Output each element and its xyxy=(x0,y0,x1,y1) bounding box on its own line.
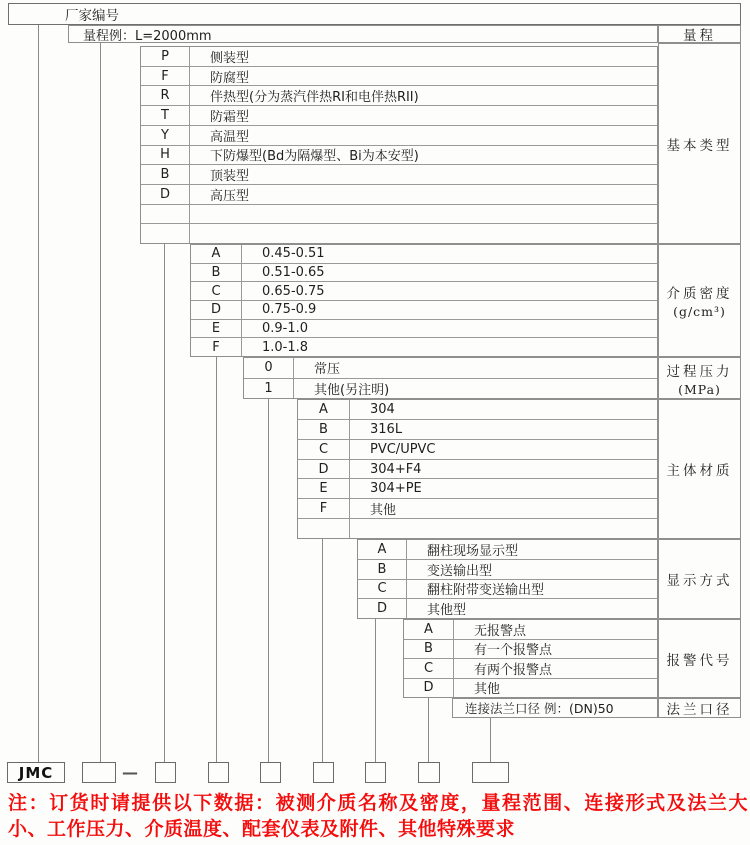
desc-cell: 翻柱附带变送输出型 xyxy=(427,583,545,599)
table-row xyxy=(191,338,657,356)
desc-cell: 防霜型 xyxy=(210,109,250,125)
code-cell: D xyxy=(404,679,454,698)
table-row xyxy=(191,301,657,320)
code-cell: A xyxy=(358,540,407,559)
side-label-alarm-text: 报警代号 xyxy=(666,652,733,669)
desc-cell: 1.0-1.8 xyxy=(262,339,309,355)
table-row xyxy=(191,282,657,301)
model-prefix-box xyxy=(7,762,65,783)
code-cell: E xyxy=(191,320,242,338)
manufacturer-number-label: 厂家编号 xyxy=(65,8,119,24)
code-cell: C xyxy=(404,659,454,678)
table-row xyxy=(141,205,657,225)
table-row xyxy=(358,599,657,618)
desc-cell: 下防爆型(Bd为隔爆型、Bi为本安型) xyxy=(210,149,419,165)
desc-cell: 无报警点 xyxy=(474,623,527,639)
model-separator xyxy=(116,762,144,783)
model-separator-text: — xyxy=(122,763,138,782)
code-cell: C xyxy=(298,440,350,459)
code-cell: A xyxy=(404,620,454,639)
desc-cell xyxy=(350,519,657,538)
table-row xyxy=(298,440,657,460)
basic-type-table xyxy=(140,46,658,244)
table-row xyxy=(191,245,657,264)
code-cell: F xyxy=(191,338,242,356)
code-cell xyxy=(141,205,190,224)
table-row xyxy=(404,640,657,660)
connector-pressure xyxy=(268,399,269,762)
desc-cell: 其他 xyxy=(370,503,397,519)
code-cell: B xyxy=(358,560,407,579)
connector-basic-type xyxy=(164,244,165,762)
connector-density xyxy=(216,357,217,762)
connector-alarm xyxy=(428,698,429,762)
side-label-range xyxy=(658,25,741,43)
table-row xyxy=(141,106,657,126)
table-row xyxy=(298,400,657,420)
ordering-note: 注：订货时请提供以下数据：被测介质名称及密度，量程范围、连接形式及法兰大小、工作压力、介质温度、配套仪表及附件、其他特殊要求 xyxy=(8,792,748,840)
alarm-table xyxy=(403,619,658,698)
model-box-flange xyxy=(472,762,509,783)
desc-cell: 0.65-0.75 xyxy=(262,283,325,299)
desc-cell: 其他型 xyxy=(427,603,467,618)
code-cell: D xyxy=(358,599,407,618)
code-cell: A xyxy=(191,245,242,263)
code-cell: T xyxy=(141,106,190,125)
table-row xyxy=(141,126,657,146)
side-label-pressure-text: 过程压力 xyxy=(666,363,733,380)
desc-cell: 变送输出型 xyxy=(427,563,493,579)
code-cell: B xyxy=(404,640,454,659)
table-row xyxy=(358,540,657,560)
code-cell: 1 xyxy=(244,379,294,399)
connector-material xyxy=(322,539,323,762)
side-label-density-text: 介质密度 xyxy=(666,286,733,302)
desc-cell: 侧装型 xyxy=(210,50,250,66)
side-label-basic-type-text: 基本类型 xyxy=(666,137,733,154)
table-row xyxy=(298,460,657,480)
code-cell: H xyxy=(141,146,190,165)
table-row xyxy=(141,146,657,166)
desc-cell: 其他 xyxy=(474,682,501,697)
table-row xyxy=(404,620,657,640)
side-label-pressure xyxy=(658,357,741,399)
model-box-range xyxy=(82,762,116,783)
desc-cell: 高压型 xyxy=(210,188,250,204)
code-cell: F xyxy=(298,499,350,518)
code-cell: F xyxy=(141,67,190,86)
code-cell: D xyxy=(141,185,190,204)
density-table xyxy=(190,244,658,357)
table-row xyxy=(141,185,657,205)
side-label-pressure-unit: (MPa) xyxy=(678,381,721,397)
code-cell xyxy=(298,519,350,538)
code-cell xyxy=(141,224,190,243)
table-row xyxy=(141,165,657,185)
table-row xyxy=(141,224,657,243)
desc-cell: 有两个报警点 xyxy=(474,662,553,678)
model-prefix-text: JMC xyxy=(18,763,54,782)
code-cell: Y xyxy=(141,126,190,145)
table-row xyxy=(141,86,657,106)
code-cell: C xyxy=(191,282,242,300)
side-label-display-text: 显示方式 xyxy=(666,573,733,589)
connector-flange xyxy=(490,718,491,762)
desc-cell: 304+PE xyxy=(370,481,422,497)
material-table xyxy=(297,399,658,539)
desc-cell: 伴热型(分为蒸汽伴热RI和电伴热RII) xyxy=(210,90,419,106)
desc-cell: PVC/UPVC xyxy=(370,441,436,457)
desc-cell: 翻柱现场显示型 xyxy=(427,543,519,559)
desc-cell: 其他(另注明) xyxy=(314,382,390,398)
table-row xyxy=(244,379,657,399)
side-label-density xyxy=(658,244,741,357)
side-label-alarm xyxy=(658,619,741,698)
code-cell: C xyxy=(358,580,407,599)
connector-range xyxy=(100,43,101,762)
model-box-material xyxy=(313,762,334,783)
table-row xyxy=(298,479,657,499)
table-row xyxy=(404,679,657,698)
desc-cell: 304+F4 xyxy=(370,461,422,477)
desc-cell xyxy=(190,224,657,243)
connector-display xyxy=(375,619,376,762)
side-label-density-unit: (g/cm³) xyxy=(673,304,726,319)
side-label-flange xyxy=(658,698,741,718)
code-cell: E xyxy=(298,479,350,498)
code-cell: P xyxy=(141,47,190,66)
code-cell: D xyxy=(298,460,350,479)
code-cell: R xyxy=(141,86,190,105)
table-row xyxy=(298,499,657,519)
desc-cell: 0.75-0.9 xyxy=(262,302,317,318)
model-box-alarm xyxy=(418,762,440,783)
code-cell: B xyxy=(298,420,350,439)
desc-cell: 316L xyxy=(370,421,403,437)
table-row xyxy=(191,320,657,339)
desc-cell: 常压 xyxy=(314,362,341,378)
table-row xyxy=(298,519,657,538)
table-row xyxy=(404,659,657,679)
side-label-basic-type xyxy=(658,43,741,244)
flange-size-row xyxy=(452,698,658,718)
desc-cell: 304 xyxy=(370,401,395,417)
table-row xyxy=(358,560,657,580)
connector-manufacturer xyxy=(38,25,39,762)
model-box-density xyxy=(208,762,229,783)
range-example-row xyxy=(68,25,658,43)
code-cell: B xyxy=(191,264,242,282)
desc-cell xyxy=(190,205,657,224)
desc-cell: 有一个报警点 xyxy=(474,643,553,658)
desc-cell: 防腐型 xyxy=(210,70,250,86)
table-row xyxy=(298,420,657,440)
desc-cell: 顶装型 xyxy=(210,169,250,184)
model-box-pressure xyxy=(260,762,281,783)
side-label-material xyxy=(658,399,741,539)
code-cell: A xyxy=(298,400,350,419)
manufacturer-number-row xyxy=(8,3,741,25)
side-label-flange-text: 法兰口径 xyxy=(666,702,733,718)
model-box-basic-type xyxy=(155,762,176,783)
table-row xyxy=(141,47,657,67)
desc-cell: 高温型 xyxy=(210,129,250,145)
desc-cell: 0.45-0.51 xyxy=(262,246,325,262)
side-label-material-text: 主体材质 xyxy=(666,463,733,479)
display-table xyxy=(357,539,658,619)
desc-cell: 0.9-1.0 xyxy=(262,321,309,337)
table-row xyxy=(191,264,657,283)
code-cell: 0 xyxy=(244,358,294,378)
table-row xyxy=(244,358,657,379)
side-label-display xyxy=(658,539,741,619)
desc-cell: 0.51-0.65 xyxy=(262,265,325,280)
code-cell: B xyxy=(141,165,190,184)
model-box-display xyxy=(365,762,386,783)
side-label-range-text: 量程 xyxy=(683,28,716,44)
pressure-table xyxy=(243,357,658,399)
flange-size-text: 连接法兰口径 例：(DN)50 xyxy=(465,701,614,716)
table-row xyxy=(141,67,657,87)
table-row xyxy=(358,580,657,600)
range-example-text: 量程例：L=2000mm xyxy=(83,28,212,44)
code-cell: D xyxy=(191,301,242,319)
